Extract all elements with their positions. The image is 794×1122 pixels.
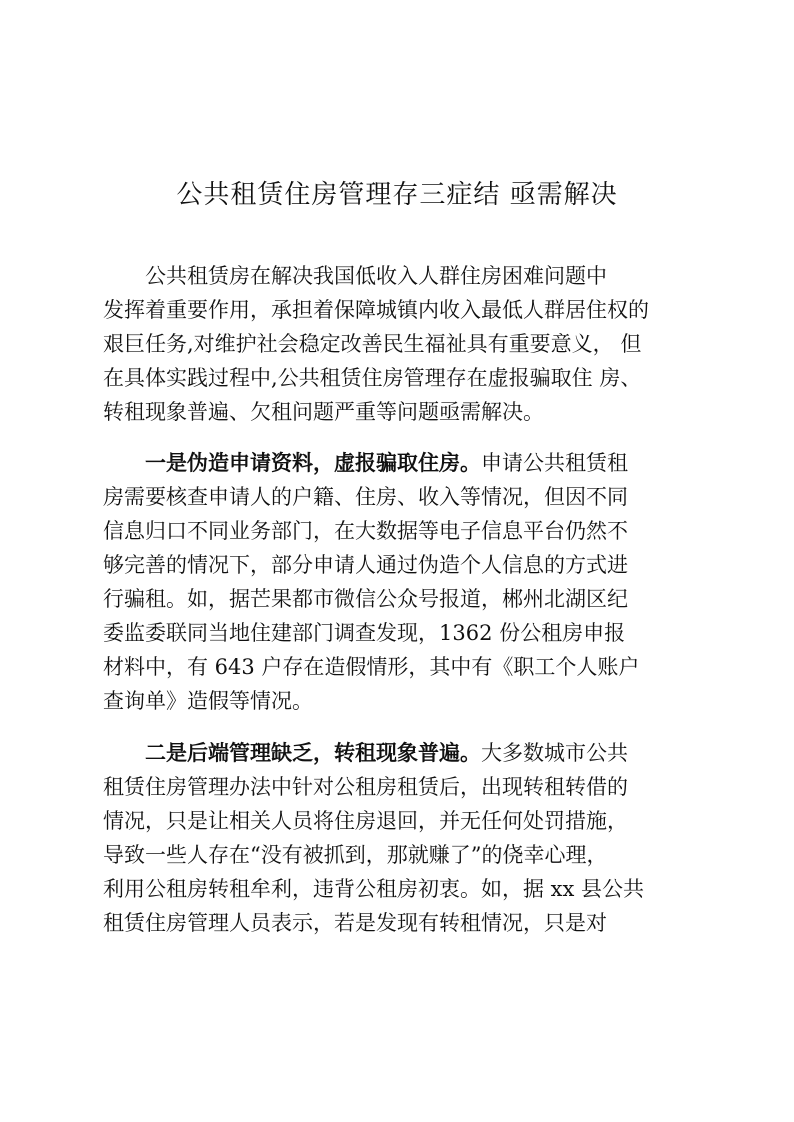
paragraph-3-line-3: 情况，只是让相关人员将住房退回，并无任何处罚措施， [103, 809, 628, 833]
paragraph-2-line-8: 查询单》造假等情况。 [103, 689, 313, 713]
paragraph-3-line-2: 租赁住房管理办法中针对公租房租赁后，出现转租转借的 [103, 775, 628, 799]
paragraph-2-lead-heading: 一是伪造申请资料，虚报骗取住房。 [145, 451, 481, 475]
paragraph-2-line-3: 信息归口不同业务部门，在大数据等电子信息平台仍然不 [103, 519, 628, 543]
paragraph-1-line-3: 艰巨任务,对维护社会稳定改善民生福祉具有重要意义， 但 [103, 332, 642, 356]
paragraph-3-line-4: 导致一些人存在“没有被抓到，那就赚了”的侥幸心理， [103, 843, 608, 867]
paragraph-3-line-5: 利用公租房转租牟利，违背公租房初衷。如，据 xx 县公共 [103, 877, 645, 901]
paragraph-1-line-5: 转租现象普遍、欠租问题严重等问题亟需解决。 [103, 400, 544, 424]
paragraph-2-line-6: 委监委联同当地住建部门调查发现，1362 份公租房申报 [103, 621, 626, 645]
paragraph-2-line-4: 够完善的情况下，部分申请人通过伪造个人信息的方式进 [103, 553, 628, 577]
paragraph-3-lead-heading: 二是后端管理缺乏，转租现象普遍。 [145, 741, 481, 765]
paragraph-2-line-7: 材料中，有 643 户存在造假情形，其中有《职工个人账户 [103, 655, 640, 679]
paragraph-2-line-1 [145, 446, 628, 480]
paragraph-3-line-1 [145, 736, 628, 770]
paragraph-3-first-line-text: 大多数城市公共 [481, 741, 628, 765]
paragraph-1-line-1: 公共租赁房在解决我国低收入人群住房困难问题中 [145, 264, 607, 288]
paragraph-2-first-line-text: 申请公共租赁租 [481, 451, 628, 475]
paragraph-2-line-5: 行骗租。如，据芒果都市微信公众号报道，郴州北湖区纪 [103, 587, 628, 611]
paragraph-1-line-4: 在具体实践过程中,公共租赁住房管理存在虚报骗取住 房、 [103, 366, 642, 390]
document-title: 公共租赁住房管理存三症结 亟需解决 [176, 180, 618, 210]
paragraph-3-line-6: 租赁住房管理人员表示，若是发现有转租情况，只是对 [103, 911, 607, 935]
paragraph-1-line-2: 发挥着重要作用，承担着保障城镇内收入最低人群居住权的 [103, 298, 649, 322]
paragraph-2-line-2: 房需要核查申请人的户籍、住房、收入等情况，但因不同 [103, 485, 628, 509]
